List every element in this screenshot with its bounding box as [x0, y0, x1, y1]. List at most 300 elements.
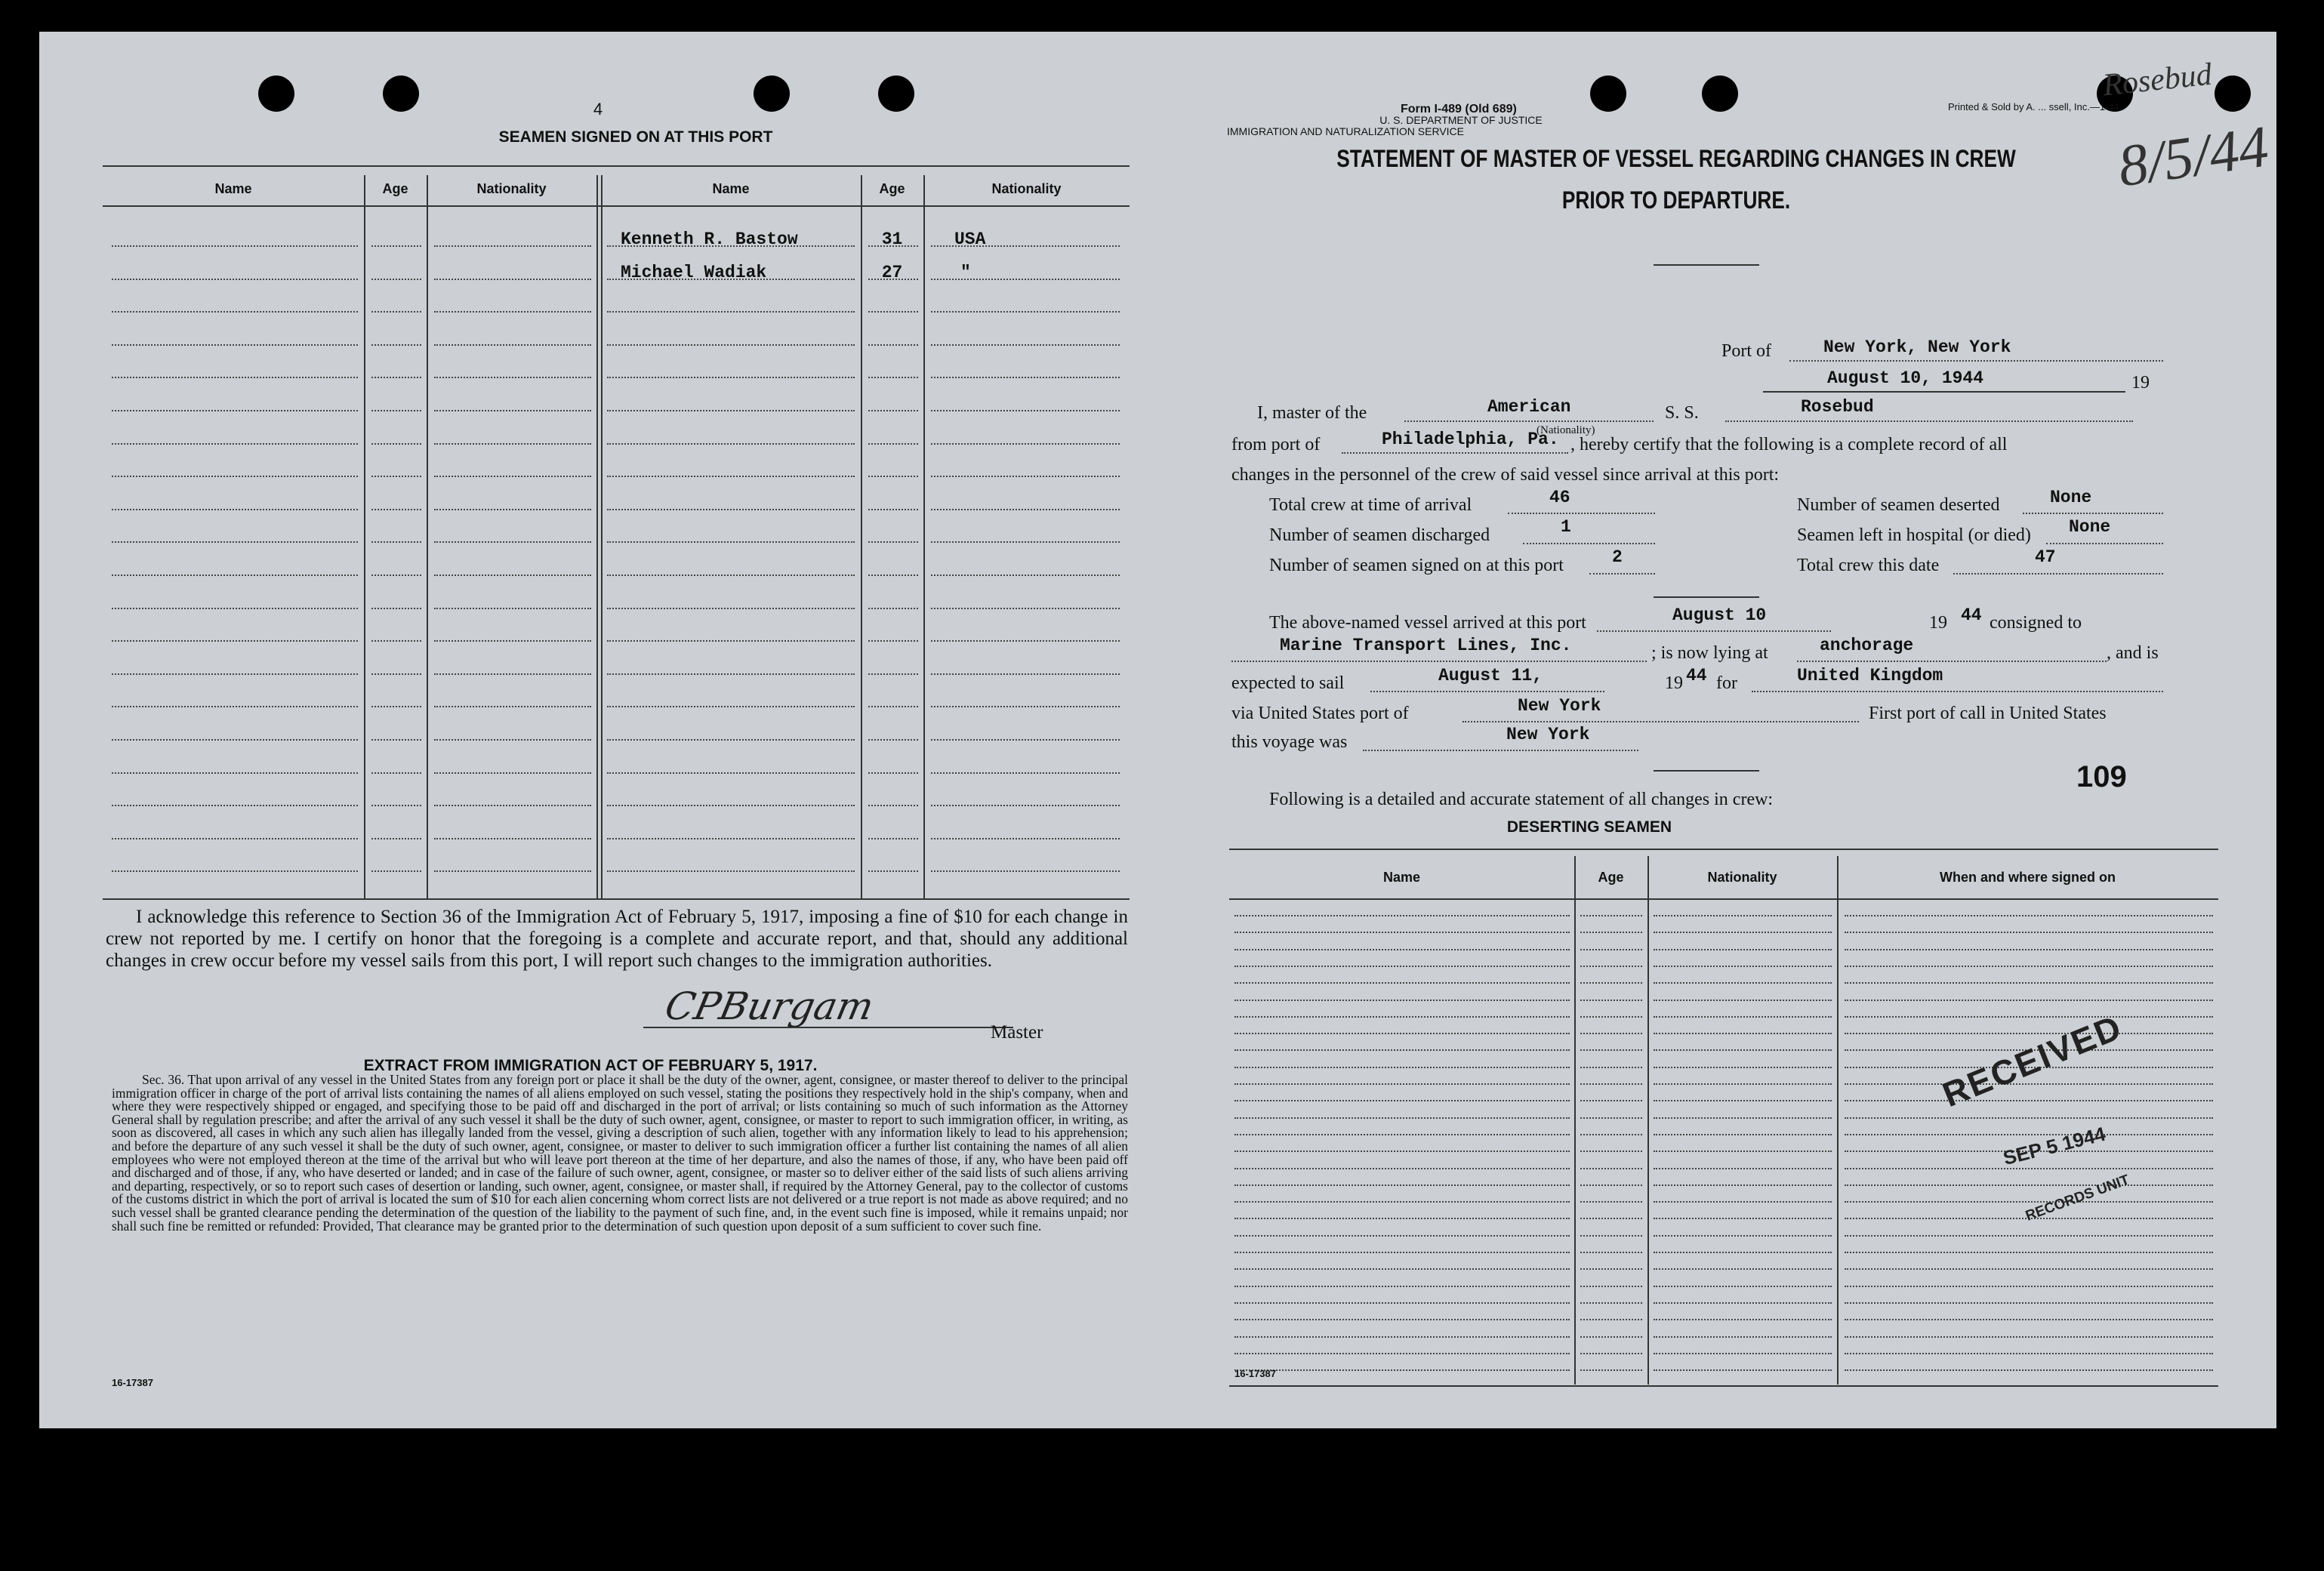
row-rule [1845, 1033, 2213, 1034]
row-rule [1845, 1000, 2213, 1001]
row-rule [434, 311, 591, 313]
row-rule [434, 673, 591, 675]
row-rule [371, 344, 421, 346]
row-rule [112, 541, 358, 543]
row-rule [1654, 1286, 1832, 1287]
row-rule [1580, 1353, 1642, 1354]
deserted-line [2023, 513, 2163, 514]
row-rule [434, 344, 591, 346]
row-rule [434, 476, 591, 477]
row-rule [1580, 1000, 1642, 1001]
row-rule [1234, 1218, 1570, 1219]
section-divider [1654, 596, 1759, 598]
row-rule [112, 574, 358, 576]
row-rule [434, 574, 591, 576]
table-cell-nationality: USA [954, 229, 986, 249]
row-rule [434, 838, 591, 839]
row-rule [371, 541, 421, 543]
row-rule [371, 640, 421, 642]
row-rule [1234, 1369, 1570, 1371]
expected-year-prefix: 19 [1665, 673, 1683, 693]
date-year-suffix: 19 [2131, 373, 2150, 393]
vessel-name: Rosebud [1801, 397, 1874, 417]
row-rule [1580, 1117, 1642, 1119]
row-rule [371, 410, 421, 411]
row-rule [1234, 949, 1570, 950]
form-code: 16-17387 [1234, 1368, 1276, 1379]
consignee-value: Marine Transport Lines, Inc. [1280, 636, 1572, 655]
row-rule [607, 574, 855, 576]
row-rule [371, 805, 421, 806]
row-rule [1654, 966, 1832, 967]
expected-line [1370, 691, 1604, 692]
row-rule [1654, 1319, 1832, 1320]
row-rule [434, 640, 591, 642]
column-divider [861, 175, 862, 898]
row-rule [112, 870, 358, 872]
handwritten-number: 8/5/44 [2113, 112, 2273, 199]
row-rule [1654, 1252, 1832, 1253]
column-divider [427, 175, 428, 898]
row-rule [607, 706, 855, 707]
via-value: New York [1518, 696, 1601, 716]
row-rule [112, 245, 358, 247]
row-rule [868, 443, 918, 445]
consignee-line [1231, 661, 1647, 662]
column-divider [923, 175, 925, 898]
row-rule [607, 640, 855, 642]
row-rule [112, 410, 358, 411]
row-rule [1580, 1100, 1642, 1101]
row-rule [1845, 1016, 2213, 1018]
row-rule [607, 509, 855, 510]
row-rule [1845, 1168, 2213, 1169]
arrived-label: The above-named vessel arrived at this port [1269, 613, 1586, 633]
row-rule [1580, 982, 1642, 984]
row-rule [868, 640, 918, 642]
row-rule [931, 377, 1120, 378]
row-rule [1654, 949, 1832, 950]
row-rule [607, 772, 855, 774]
row-rule [371, 608, 421, 609]
row-rule [931, 805, 1120, 806]
column-header-nationality: Nationality [476, 181, 547, 196]
row-rule [1580, 1151, 1642, 1152]
signed-on-value: 2 [1612, 547, 1623, 567]
hospital-label: Seamen left in hospital (or died) [1797, 525, 2031, 545]
row-rule [434, 509, 591, 510]
row-rule [1654, 1000, 1832, 1001]
row-rule [1580, 1218, 1642, 1219]
row-rule [607, 410, 855, 411]
statement-subtitle: PRIOR TO DEPARTURE. [1561, 186, 1791, 214]
row-rule [1234, 1302, 1570, 1304]
total-crew-date-value: 47 [2035, 547, 2056, 567]
row-rule [112, 377, 358, 378]
row-rule [1234, 915, 1570, 916]
form-code: 16-17387 [112, 1377, 153, 1388]
column-divider [364, 175, 365, 898]
row-rule [931, 870, 1120, 872]
row-rule [931, 311, 1120, 313]
hospital-value: None [2069, 517, 2111, 537]
row-rule [1234, 1117, 1570, 1119]
row-rule [434, 541, 591, 543]
row-rule [868, 838, 918, 839]
row-rule [434, 279, 591, 280]
hospital-line [2046, 543, 2163, 544]
table-cell-age: 27 [881, 263, 903, 282]
row-rule [1580, 1369, 1642, 1371]
arrived-year-value: 44 [1961, 605, 1982, 625]
column-header-age: Age [1598, 870, 1624, 885]
vessel-line [1725, 420, 2133, 422]
row-rule [607, 311, 855, 313]
date-line [1763, 391, 2125, 393]
row-rule [1654, 1302, 1832, 1304]
row-rule [1654, 1100, 1832, 1101]
row-rule [112, 706, 358, 707]
row-rule [931, 772, 1120, 774]
extract-title: EXTRACT FROM IMMIGRATION ACT OF FEBRUARY 5, 1917. [363, 1057, 818, 1074]
punch-hole [383, 75, 419, 112]
row-rule [1580, 1201, 1642, 1203]
total-crew-arrival-value: 46 [1549, 488, 1570, 507]
title-divider [1654, 264, 1759, 266]
received-stamp-date: SEP 5 1944 [2001, 1122, 2108, 1170]
master-of-label: I, master of the [1257, 403, 1367, 423]
port-value: New York, New York [1823, 337, 2011, 357]
row-rule [1654, 1235, 1832, 1237]
right-page [1144, 32, 2276, 1428]
row-rule [868, 805, 918, 806]
row-rule [1845, 949, 2213, 950]
row-rule [1234, 1286, 1570, 1287]
table-bottom-border [1229, 1385, 2218, 1387]
column-header-name: Name [1382, 870, 1421, 885]
destination-line [1752, 691, 2163, 692]
discharged-line [1523, 543, 1655, 544]
row-rule [1654, 1184, 1832, 1186]
voyage-line [1363, 750, 1638, 751]
row-rule [1234, 932, 1570, 933]
table-top-border [1229, 849, 2218, 850]
row-rule [1580, 966, 1642, 967]
punch-hole [2215, 75, 2251, 112]
row-rule [434, 805, 591, 806]
row-rule [371, 706, 421, 707]
row-rule [371, 509, 421, 510]
master-label: Master [991, 1022, 1043, 1043]
row-rule [434, 245, 591, 247]
punch-hole [754, 75, 790, 112]
row-rule [931, 279, 1120, 280]
row-rule [1234, 1353, 1570, 1354]
column-header-age: Age [879, 181, 905, 196]
row-rule [607, 344, 855, 346]
row-rule [1845, 932, 2213, 933]
expected-year-value: 44 [1686, 666, 1707, 685]
row-rule [1580, 1067, 1642, 1068]
row-rule [1654, 1218, 1832, 1219]
table-header-border [1229, 898, 2218, 900]
voyage-label: this voyage was [1231, 732, 1348, 752]
row-rule [1234, 1235, 1570, 1237]
row-rule [1845, 1369, 2213, 1371]
for-label: for [1716, 673, 1737, 693]
row-rule [931, 344, 1120, 346]
nationality-value: American [1487, 397, 1571, 417]
row-rule [1580, 1302, 1642, 1304]
row-rule [1234, 1168, 1570, 1169]
lying-line [1797, 661, 2107, 662]
column-header-age: Age [382, 181, 408, 196]
row-rule [1654, 915, 1832, 916]
expected-label: expected to sail [1231, 673, 1345, 693]
row-rule [434, 377, 591, 378]
row-rule [434, 772, 591, 774]
row-rule [1580, 1016, 1642, 1018]
row-rule [1654, 1151, 1832, 1152]
row-rule [371, 245, 421, 247]
row-rule [1845, 982, 2213, 984]
first-port-label: First port of call in United States [1869, 704, 2107, 723]
table-bottom-border [103, 898, 1130, 900]
row-rule [607, 377, 855, 378]
row-rule [371, 870, 421, 872]
row-rule [112, 279, 358, 280]
row-rule [371, 377, 421, 378]
handwritten-109: 109 [2076, 760, 2127, 793]
row-rule [931, 739, 1120, 741]
total-crew-arrival-label: Total crew at time of arrival [1269, 495, 1472, 515]
row-rule [868, 772, 918, 774]
row-rule [1234, 1033, 1570, 1034]
row-rule [112, 443, 358, 445]
row-rule [1845, 1286, 2213, 1287]
column-header-nationality: Nationality [1707, 870, 1777, 885]
ss-label: S. S. [1665, 403, 1699, 423]
row-rule [1234, 1067, 1570, 1068]
and-is-label: , and is [2107, 643, 2159, 663]
total-crew-date-line [1953, 573, 2163, 574]
row-rule [1580, 1268, 1642, 1270]
following-text: Following is a detailed and accurate statement of all changes in crew: [1269, 790, 1774, 809]
row-rule [1654, 1016, 1832, 1018]
row-rule [1654, 932, 1832, 933]
row-rule [607, 805, 855, 806]
table-cell-name: Michael Wadiak [621, 263, 767, 282]
row-rule [931, 608, 1120, 609]
row-rule [868, 410, 918, 411]
row-rule [112, 608, 358, 609]
row-rule [1234, 982, 1570, 984]
row-rule [1845, 1184, 2213, 1186]
column-divider-double [596, 175, 603, 898]
row-rule [1845, 1235, 2213, 1237]
handwritten-vessel-note: Rosebud [2101, 57, 2214, 103]
row-rule [1234, 1134, 1570, 1135]
row-rule [607, 476, 855, 477]
row-rule [607, 541, 855, 543]
deserting-seamen-title: DESERTING SEAMEN [1506, 818, 1672, 836]
row-rule [931, 640, 1120, 642]
page-number: 4 [593, 100, 603, 119]
arrived-line [1597, 630, 1831, 632]
table-header-border [103, 205, 1130, 207]
total-crew-date-label: Total crew this date [1797, 556, 1940, 575]
row-rule [931, 541, 1120, 543]
row-rule [1234, 1252, 1570, 1253]
row-rule [1580, 1033, 1642, 1034]
row-rule [1845, 1319, 2213, 1320]
punch-hole [1590, 75, 1626, 112]
row-rule [371, 772, 421, 774]
row-rule [1654, 1201, 1832, 1203]
section-divider [1654, 770, 1759, 772]
service-label: IMMIGRATION AND NATURALIZATION SERVICE [1227, 125, 1464, 137]
signature-line [643, 1027, 1013, 1028]
row-rule [1654, 1353, 1832, 1354]
row-rule [1845, 1100, 2213, 1101]
row-rule [1654, 1134, 1832, 1135]
row-rule [112, 805, 358, 806]
row-rule [1654, 1336, 1832, 1338]
printer-credit: Printed & Sold by A. ... ssell, Inc.—1-44 [1948, 101, 2119, 112]
date-value: August 10, 1944 [1827, 368, 1984, 388]
row-rule [434, 410, 591, 411]
row-rule [1845, 1134, 2213, 1135]
row-rule [112, 344, 358, 346]
row-rule [1580, 1184, 1642, 1186]
row-rule [1580, 1286, 1642, 1287]
row-rule [371, 443, 421, 445]
row-rule [1580, 1134, 1642, 1135]
row-rule [1845, 966, 2213, 967]
column-header-nationality: Nationality [991, 181, 1062, 196]
row-rule [112, 311, 358, 313]
total-crew-arrival-line [1508, 513, 1655, 514]
from-port-line [1342, 452, 1568, 454]
discharged-value: 1 [1561, 517, 1571, 537]
destination-value: United Kingdom [1797, 666, 1943, 685]
row-rule [112, 640, 358, 642]
row-rule [434, 443, 591, 445]
row-rule [112, 838, 358, 839]
row-rule [868, 476, 918, 477]
row-rule [1654, 1117, 1832, 1119]
via-label: via United States port of [1231, 704, 1409, 723]
section-title: SEAMEN SIGNED ON AT THIS PORT [498, 128, 773, 146]
signed-on-label: Number of seamen signed on at this port [1269, 556, 1564, 575]
punch-hole [1702, 75, 1738, 112]
records-unit-stamp: RECORDS UNIT [2023, 1172, 2132, 1224]
row-rule [868, 870, 918, 872]
row-rule [868, 377, 918, 378]
signed-on-line [1589, 573, 1655, 574]
row-rule [1845, 1252, 2213, 1253]
table-cell-nationality: " [960, 263, 971, 282]
row-rule [868, 608, 918, 609]
row-rule [371, 279, 421, 280]
row-rule [931, 706, 1120, 707]
column-header-when-where: When and where signed on [1939, 870, 2116, 885]
row-rule [1234, 1049, 1570, 1051]
row-rule [868, 344, 918, 346]
row-rule [607, 838, 855, 839]
row-rule [1580, 1336, 1642, 1338]
row-rule [1234, 1016, 1570, 1018]
row-rule [931, 410, 1120, 411]
row-rule [1654, 1049, 1832, 1051]
certify-text: , hereby certify that the following is a complete record of all [1570, 435, 2008, 454]
row-rule [434, 739, 591, 741]
row-rule [868, 673, 918, 675]
row-rule [1654, 1067, 1832, 1068]
row-rule [1580, 1049, 1642, 1051]
row-rule [1654, 1268, 1832, 1270]
arrived-value: August 10 [1672, 605, 1767, 625]
from-port-value: Philadelphia, Pa. [1382, 430, 1559, 449]
row-rule [434, 870, 591, 872]
extract-text: Sec. 36. That upon arrival of any vessel in the United States from any foreign port or place it shall be the duty of the owner, agent, consignee, or master thereof to deliver to the principal immigration officer in charge of the port of arrival lists containing the names of all aliens employed on such vessel, stating the positions they respectively hold in the ship's company, when and where they were respectively shipped or engaged, and specifying those to be paid off and discharged in the port of arrival; or lists containing so much of such information as the Attorney General shall by regulation prescribe; and after the arrival of any such vessel it shall be the duty of such owner, agent, consignee, or master to report to such immigration officer, in writing, as soon as discovered, all cases in which any such alien has illegally landed from the vessel, giving a description of such alien, together with any information likely to lead to his apprehension; and before the departure of any such vessel it shall be the duty of such owner, agent, consignee, or master to deliver to such immigration officer a further list containing the names of all alien employees who were not employed thereon at the time of the arrival but who will leave port thereon at the time of her departure, and also the names of those, if any, who have been paid off and discharged and of those, if any, who have deserted or landed; and in case of the failure of such owner, agent, consignee, or master so to deliver either of the said lists of such aliens arriving and departing, respectively, or so to report such cases of desertion or landing, such owner, agent, consignee, or master shall, if required by the Attorney General, pay to the collector of customs of the customs district in which the port of arrival is located the sum of $10 for each alien concerning whom correct lists are not delivered or a true report is not made as above required; and no such vessel shall be granted clearance pending the determination of the question of the liability to the payment of such fine, and, in the event such fine is imposed, while it remains unpaid; nor shall such fine be remitted or refunded: Provided, That clearance may be granted prior to the determination of such question upon deposit of a sum sufficient to cover such fine. [112, 1072, 1128, 1234]
table-cell-name: Kenneth R. Bastow [621, 229, 798, 249]
row-rule [607, 443, 855, 445]
voyage-value: New York [1506, 725, 1590, 744]
row-rule [371, 739, 421, 741]
row-rule [1234, 1336, 1570, 1338]
left-page [39, 32, 1144, 1428]
row-rule [1580, 932, 1642, 933]
row-rule [868, 311, 918, 313]
received-stamp: RECEIVED [1937, 1006, 2128, 1115]
row-rule [1845, 1336, 2213, 1338]
consigned-label: consigned to [1990, 613, 2082, 633]
row-rule [1234, 1100, 1570, 1101]
port-line [1789, 360, 2163, 362]
lying-value: anchorage [1820, 636, 1914, 655]
row-rule [1845, 1201, 2213, 1203]
row-rule [1654, 1369, 1832, 1371]
row-rule [868, 574, 918, 576]
changes-text: changes in the personnel of the crew of said vessel since arrival at this port: [1231, 465, 1780, 485]
row-rule [868, 509, 918, 510]
row-rule [1234, 1268, 1570, 1270]
nationality-caption: (Nationality) [1536, 424, 1595, 436]
column-header-name: Name [214, 181, 252, 196]
row-rule [112, 673, 358, 675]
expected-value: August 11, [1438, 666, 1543, 685]
row-rule [1580, 1168, 1642, 1169]
row-rule [607, 739, 855, 741]
row-rule [434, 706, 591, 707]
column-divider [1837, 856, 1839, 1385]
row-rule [1234, 966, 1570, 967]
row-rule [1580, 1235, 1642, 1237]
row-rule [371, 476, 421, 477]
row-rule [1234, 1083, 1570, 1085]
master-signature: CPBurgam [661, 984, 878, 1028]
row-rule [1654, 1083, 1832, 1085]
row-rule [1845, 1353, 2213, 1354]
department-label: U. S. DEPARTMENT OF JUSTICE [1379, 114, 1543, 126]
punch-hole [258, 75, 294, 112]
row-rule [868, 739, 918, 741]
row-rule [112, 739, 358, 741]
punch-hole [878, 75, 914, 112]
row-rule [607, 673, 855, 675]
row-rule [931, 574, 1120, 576]
